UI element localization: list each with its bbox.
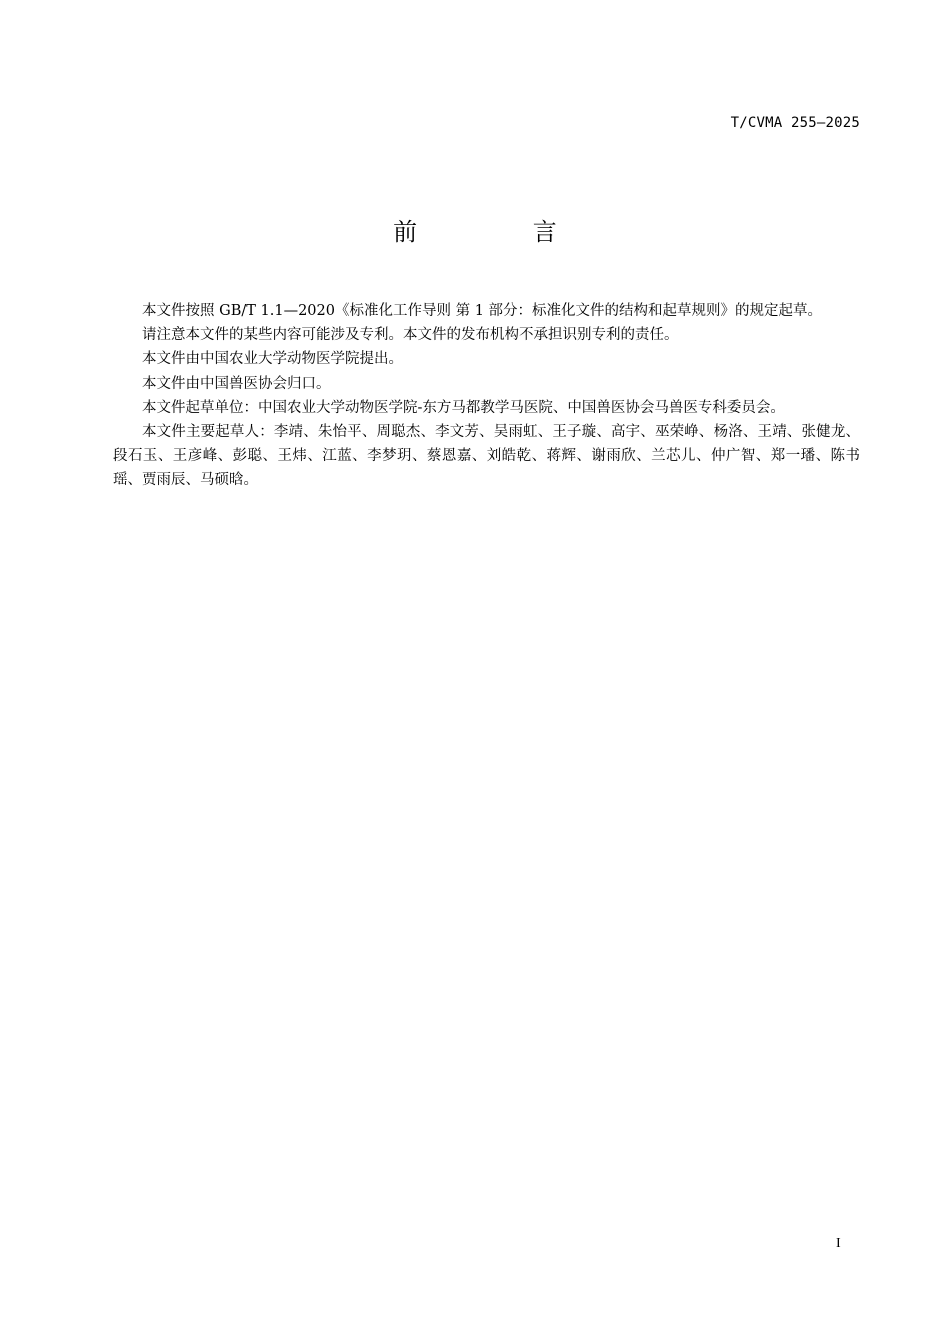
paragraph-proposer: 本文件由中国农业大学动物医学院提出。 — [142, 351, 403, 368]
paragraph-drafting-rules: 本文件按照 GB/T 1.1—2020《标准化工作导则 第 1 部分：标准化文件的结构和起草规则》的规定起草。 — [142, 303, 823, 319]
paragraph-drafters: 本文件主要起草人：李靖、朱怡平、周聪杰、李文芳、吴雨虹、王子璇、高宇、巫荣峥、杨洛、王靖、张健龙、段石玉、王彦峰、彭聪、王炜、江蓝、李梦玥、蔡恩嘉、刘皓乾、蒋辉、谢雨欣、兰芯儿、仲广智、郑一璠、陈书瑶、贾雨辰、马硕晗。 — [113, 424, 860, 489]
paragraph-patent-notice: 请注意本文件的某些内容可能涉及专利。本文件的发布机构不承担识别专利的责任。 — [142, 327, 679, 344]
foreword-body — [113, 299, 860, 493]
page-number: I — [836, 1236, 841, 1251]
paragraph-drafting-units: 本文件起草单位：中国农业大学动物医学院-东方马都教学马医院、中国兽医协会马兽医专科委员会。 — [142, 399, 785, 416]
document-code: T/CVMA 255—2025 — [730, 115, 860, 131]
paragraph-centralized-unit: 本文件由中国兽医协会归口。 — [142, 375, 331, 392]
page-title: 前 言 — [393, 218, 611, 246]
